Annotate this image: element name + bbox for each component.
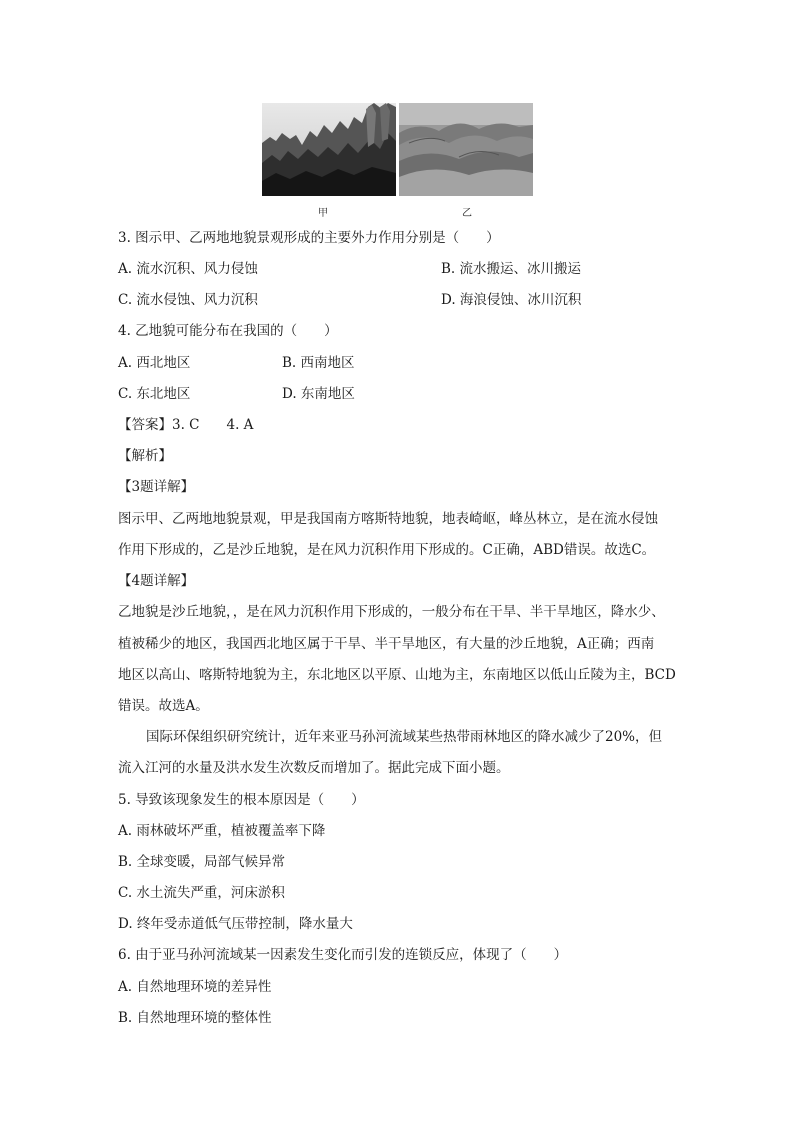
q4-detail-heading: 【4题详解】 <box>118 573 195 589</box>
question-3-option-d: D. 海浪侵蚀、冰川沉积 <box>441 292 582 308</box>
question-6-stem: 6. 由于亚马孙河流域某一因素发生变化而引发的连锁反应，体现了（ ） <box>118 947 568 963</box>
question-3-option-c: C. 流水侵蚀、风力沉积 <box>118 292 258 308</box>
q3-detail-line-2: 作用下形成的，乙是沙丘地貌，是在风力沉积作用下形成的。C正确，ABD错误。故选C。 <box>118 542 656 558</box>
question-4-option-d: D. 东南地区 <box>282 386 355 402</box>
passage-line-2: 流入江河的水量及洪水发生次数反而增加了。据此完成下面小题。 <box>118 760 510 776</box>
question-5-option-d: D. 终年受赤道低气压带控制，降水量大 <box>118 916 353 932</box>
question-5-option-c: C. 水土流失严重，河床淤积 <box>118 885 285 901</box>
q4-detail-line-3: 地区以高山、喀斯特地貌为主，东北地区以平原、山地为主，东南地区以低山丘陵为主，BCD <box>118 667 676 683</box>
question-5-option-b: B. 全球变暖，局部气候异常 <box>118 854 286 870</box>
answer-line: 【答案】3. C 4. A <box>118 417 254 433</box>
sand-dune-photo <box>399 103 533 196</box>
question-4-option-b: B. 西南地区 <box>282 355 355 371</box>
passage-line-1: 国际环保组织研究统计，近年来亚马孙河流域某些热带雨林地区的降水减少了20%，但 <box>146 729 663 745</box>
question-4-stem: 4. 乙地貌可能分布在我国的（ ） <box>118 323 338 339</box>
q4-detail-line-4: 错误。故选A。 <box>118 698 209 714</box>
q4-detail-line-1: 乙地貌是沙丘地貌，，是在风力沉积作用下形成的，一般分布在干旱、半干旱地区，降水少、 <box>118 604 665 620</box>
karst-landscape-photo <box>262 103 396 196</box>
figure-caption-left: 甲 <box>318 208 328 219</box>
question-6-option-a: A. 自然地理环境的差异性 <box>118 979 272 995</box>
question-3-stem: 3. 图示甲、乙两地地貌景观形成的主要外力作用分别是（ ） <box>118 230 500 246</box>
figure-caption-right: 乙 <box>462 208 472 219</box>
q3-detail-heading: 【3题详解】 <box>118 479 195 495</box>
question-5-stem: 5. 导致该现象发生的根本原因是（ ） <box>118 792 365 808</box>
question-3-option-b: B. 流水搬运、冰川搬运 <box>441 261 582 277</box>
question-4-option-a: A. 西北地区 <box>118 355 191 371</box>
q4-detail-line-2: 植被稀少的地区，我国西北地区属于干旱、半干旱地区，有大量的沙丘地貌，A正确；西南 <box>118 636 655 652</box>
q3-detail-line-1: 图示甲、乙两地地貌景观，甲是我国南方喀斯特地貌，地表崎岖，峰丛林立，是在流水侵蚀 <box>118 511 658 527</box>
analysis-heading: 【解析】 <box>118 448 172 464</box>
question-4-option-c: C. 东北地区 <box>118 386 191 402</box>
question-6-option-b: B. 自然地理环境的整体性 <box>118 1010 272 1026</box>
question-5-option-a: A. 雨林破坏严重，植被覆盖率下降 <box>118 823 326 839</box>
question-3-option-a: A. 流水沉积、风力侵蚀 <box>118 261 258 277</box>
